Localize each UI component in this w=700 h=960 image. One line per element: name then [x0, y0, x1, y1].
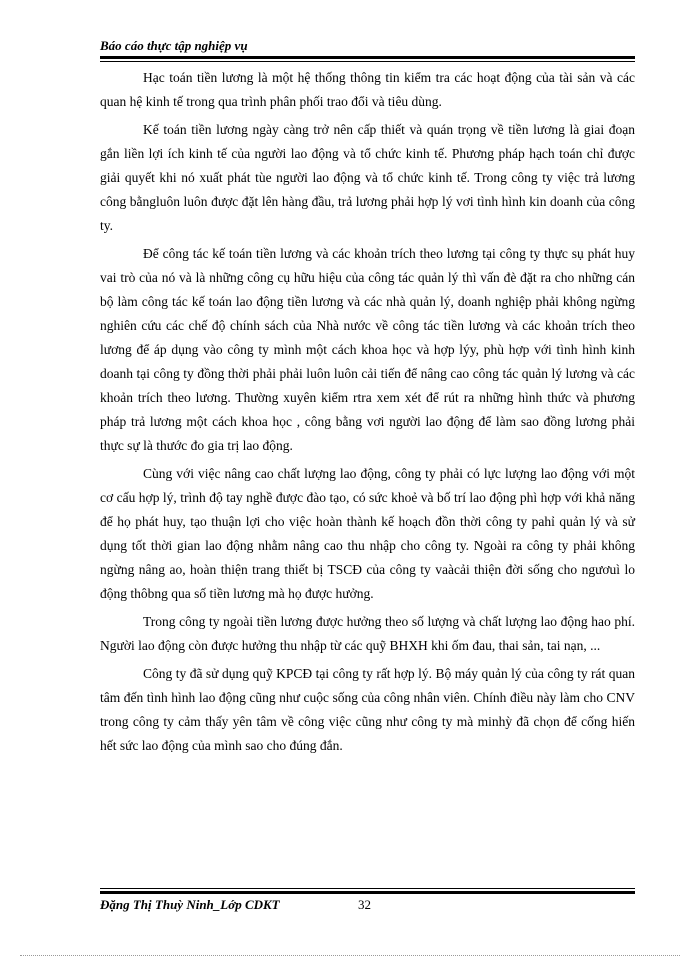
paragraph-2: Kế toán tiền lương ngày càng trở nên cấp thiết và quán trọng về tiền lương là giai đoạn gắn liền lợi ích kinh tế của người lao động và tổ chức kinh tế. Phương pháp hạch toán chỉ được giải quyết khi nó xuất phát tùe người lao động và tổ chức kinh tế. Trong công ty việc trả lương công bằngluôn luôn được đặt lên hàng đầu, trả lương phải hợp lý vơi tình hình kin doanh của công ty.	[100, 122, 635, 233]
paragraph-6: Công ty đã sử dụng quỹ KPCĐ tại công ty rất hợp lý. Bộ máy quản lý của công ty rát quan tâm đến tình hình lao động cũng như cuộc sống của công nhân viên. Chính điều này làm cho CNV trong công ty cảm thấy yên tâm về công việc cũng như công ty mà minhỳ đã chọn để cống hiến hết sức lao động của mình sao cho đúng đắn.	[100, 666, 635, 753]
page-number: 32	[358, 897, 371, 912]
page-edge-divider	[20, 955, 680, 956]
paragraph-5: Trong công ty ngoài tiền lương được hưởng theo số lượng và chất lượng lao động hao phí. Người lao động còn được hưởng thu nhập từ các quỹ BHXH khi ốm đau, thai sản, tai nạn, ...	[100, 614, 635, 653]
footer-rule-thick	[100, 891, 635, 894]
body-text	[100, 66, 635, 762]
footer-rule-thin	[100, 888, 635, 889]
footer-author: Đặng Thị Thuỳ Ninh_Lớp CDKT	[100, 897, 280, 912]
header-rule-thin	[100, 61, 635, 62]
paragraph-4: Cùng với việc nâng cao chất lượng lao động, công ty phải có lực lượng lao động với một cơ cấu hợp lý, trình độ tay nghề được đào tạo, có sức khoẻ và bố trí lao động phì hợp với khả năng để họ phát huy, tạo thuận lợi cho việc hoàn thành kế hoạch đồn thời công ty pahỉ quản lý và sử dụng tốt thời gian lao động nhằm nâng cao thu nhập cho công ty. Ngoài ra công ty phải không ngừng nâng ao, hoàn thiện trang thiết bị TSCĐ của công ty vaàcải thiện đời sống cho ngươuì lo động thôbng qua số tiền lương mà họ được hưởng.	[100, 466, 635, 601]
header-title: Báo cáo thực tập nghiệp vụ	[100, 38, 248, 53]
paragraph-1: Hạc toán tiền lương là một hệ thống thông tin kiểm tra các hoạt động của tài sản và các quan hệ kinh tế trong qua trình phân phối trao đổi và tiêu dùng.	[100, 70, 635, 109]
paragraph-3: Để công tác kế toán tiền lương và các khoản trích theo lương tại công ty thực sụ phát huy vai trò của nó và là những công cụ hữu hiệu của công tác quản lý thì vấn đè đặt ra cho những cán bộ làm công tác kế toán lao động tiền lương và các nhà quản lý, doanh nghiệp phải không ngừng nghiên cứu các chế độ chính sách của Nhà nước về công tác tiền lương và các khoản trích theo lương để áp dụng vào công ty mình một cách khoa học và hợp lýy, phù hợp với tình hình kinh doanh tại công ty đồng thời phải phải luôn luôn cải tiến để nâng cao công tác quản lý lương và các khoản trích theo lương. Thường xuyên kiểm rtra xem xét để rút ra những hình thức và phương pháp trả lương một cách khoa học , công bằng vơi người lao động để làm sao đồng lương phải thực sự là thước đo gia trị lao động.	[100, 246, 635, 453]
header-rule-thick	[100, 56, 635, 59]
